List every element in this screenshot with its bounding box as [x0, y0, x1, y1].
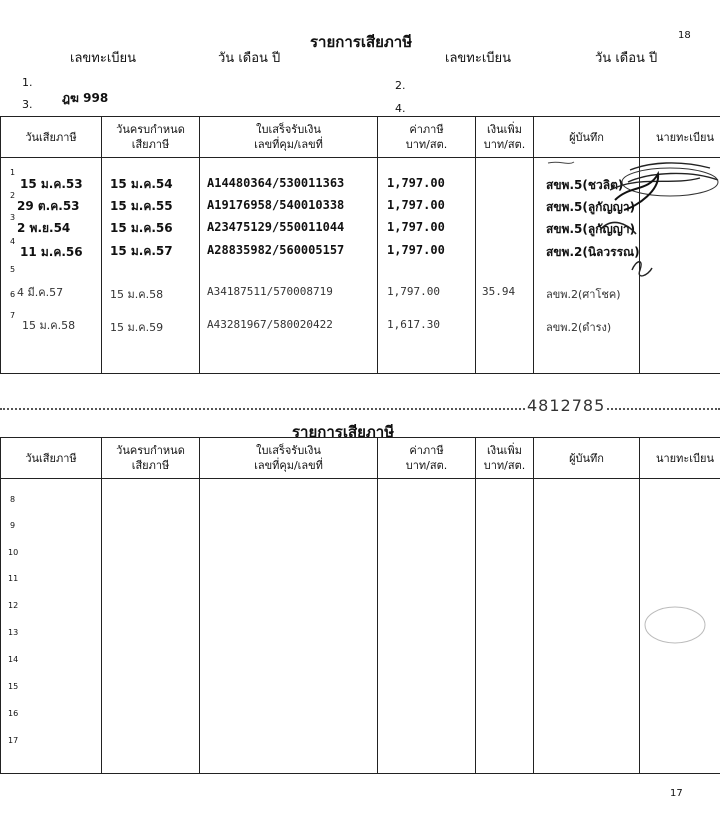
row-number: 13 — [8, 628, 19, 637]
receipt-number: A23475129/550011044 — [207, 220, 345, 234]
row-number: 14 — [8, 655, 19, 664]
recorder: สขพ.2(นิลวรรณ) — [546, 245, 640, 259]
plate-number: ฎฆ 998 — [62, 91, 109, 105]
due-date: 15 ม.ค.56 — [110, 221, 173, 235]
paid-date: 15 ม.ค.53 — [20, 177, 83, 191]
recorder: สขพ.5(ลูกัญญา) — [546, 222, 636, 236]
recorder: ลขพ.2(ศาโชค) — [546, 288, 621, 301]
recorder: สขพ.5(ลูกัญญา) — [546, 200, 636, 214]
row-number: 6 — [10, 290, 16, 299]
col-header-paid-date: วันเสียภาษี — [1, 438, 102, 479]
page-number-top: 18 — [678, 30, 691, 41]
col-header-extra: เงินเพิ่ม บาท/สต. — [476, 438, 534, 479]
receipt-number: A34187511/570008719 — [207, 285, 333, 298]
slot-3: 3. — [22, 98, 33, 111]
col-header-due-date: วันครบกำหนด เสียภาษี — [102, 438, 200, 479]
row-number: 8 — [10, 495, 16, 504]
receipt-number: A43281967/580020422 — [207, 318, 333, 331]
due-date: 15 ม.ค.59 — [110, 321, 164, 334]
col-header-due-date: วันครบกำหนด เสียภาษี — [102, 117, 200, 158]
receipt-number: A19176958/540010338 — [207, 198, 345, 212]
row-number: 2 — [10, 191, 16, 200]
row-number: 9 — [10, 521, 16, 530]
paid-date: 4 มี.ค.57 — [17, 286, 64, 299]
due-date: 15 ม.ค.58 — [110, 288, 164, 301]
row-number: 3 — [10, 213, 16, 222]
reg-label-left: เลขทะเบียน — [70, 51, 137, 66]
col-header-registrar: นายทะเบียน — [640, 117, 720, 158]
paid-date: 11 ม.ค.56 — [20, 245, 83, 259]
col-header-paid-date: วันเสียภาษี — [1, 117, 102, 158]
extra-amount: 35.94 — [482, 285, 516, 298]
faint-stamp — [640, 600, 710, 650]
row-number: 11 — [8, 574, 19, 583]
tax-amount: 1,797.00 — [387, 176, 445, 190]
receipt-number: A28835982/560005157 — [207, 243, 345, 257]
row-number: 4 — [10, 237, 16, 246]
date-label-left: วัน เดือน ปี — [218, 51, 281, 66]
col-header-registrar: นายทะเบียน — [640, 438, 720, 479]
row-number: 15 — [8, 682, 19, 691]
tax-amount: 1,617.30 — [387, 318, 440, 331]
due-date: 15 ม.ค.57 — [110, 244, 173, 258]
paid-date: 2 พ.ย.54 — [17, 221, 71, 235]
col-header-tax: ค่าภาษี บาท/สต. — [378, 438, 476, 479]
perforation-line — [0, 408, 720, 410]
slot-2: 2. — [395, 79, 406, 92]
slot-4: 4. — [395, 102, 406, 115]
row-number: 7 — [10, 311, 16, 320]
receipt-number: A14480364/530011363 — [207, 176, 345, 190]
tax-table-2 — [0, 437, 720, 774]
recorder: ลขพ.2(ดำรง) — [546, 321, 612, 334]
date-label-right: วัน เดือน ปี — [595, 51, 658, 66]
recorder: สขพ.5(ชวลิต) — [546, 178, 624, 192]
due-date: 15 ม.ค.54 — [110, 177, 173, 191]
tax-amount: 1,797.00 — [387, 243, 445, 257]
tax-amount: 1,797.00 — [387, 220, 445, 234]
col-header-extra: เงินเพิ่ม บาท/สต. — [476, 117, 534, 158]
row-number: 17 — [8, 736, 19, 745]
due-date: 15 ม.ค.55 — [110, 199, 173, 213]
section2-title: รายการเสียภาษี — [292, 423, 395, 441]
col-header-tax: ค่าภาษี บาท/สต. — [378, 117, 476, 158]
reg-label-right: เลขทะเบียน — [445, 51, 512, 66]
tax-amount: 1,797.00 — [387, 285, 440, 298]
row-number: 1 — [10, 168, 16, 177]
row-number: 5 — [10, 265, 16, 274]
slot-1: 1. — [22, 76, 33, 89]
col-header-receipt: ใบเสร็จรับเงิน เลขที่คุม/เลขที่ — [200, 117, 378, 158]
col-header-recorder: ผู้บันทึก — [534, 438, 640, 479]
row-number: 16 — [8, 709, 19, 718]
page-number-bottom: 17 — [670, 788, 683, 799]
registrar-signatures-stamp — [540, 160, 720, 350]
col-header-receipt: ใบเสร็จรับเงิน เลขที่คุม/เลขที่ — [200, 438, 378, 479]
tax-amount: 1,797.00 — [387, 198, 445, 212]
paid-date: 29 ต.ค.53 — [17, 199, 80, 213]
row-number: 10 — [8, 548, 19, 557]
row-number: 12 — [8, 601, 19, 610]
perforation-number: 4812785 — [527, 396, 606, 415]
paid-date: 15 ม.ค.58 — [22, 319, 76, 332]
col-header-recorder: ผู้บันทึก — [534, 117, 640, 158]
section-title: รายการเสียภาษี — [310, 33, 413, 51]
